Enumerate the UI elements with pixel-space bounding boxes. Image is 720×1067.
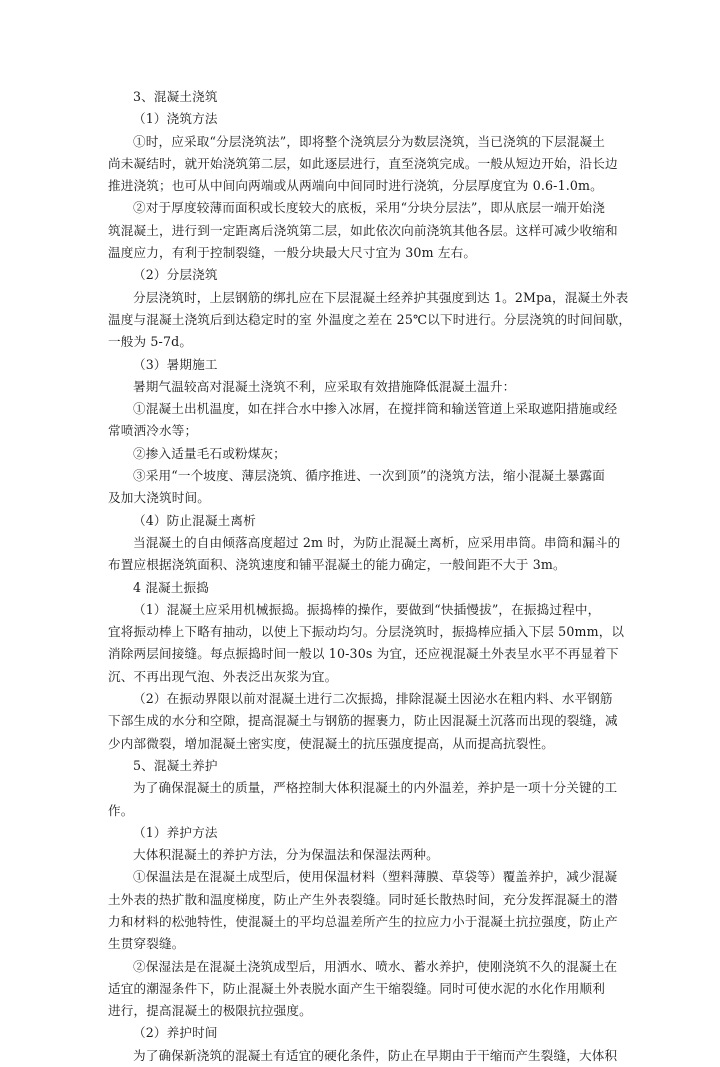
text-line: （3）暑期施工	[133, 356, 218, 372]
text-line: ②对于厚度较薄而面积或长度较大的底板，采用“分块分层法”，即从底层一端开始浇	[133, 200, 605, 216]
text-line: 3、混凝土浇筑	[133, 89, 218, 104]
text-line: ②保湿法是在混凝土浇筑成型后，用洒水、喷水、蓄水养护，使刚浇筑不久的混凝土在	[133, 958, 618, 974]
text-line: 温度应力，有利于控制裂缝，一般分块最大尺寸宜为 30m 左右。	[108, 245, 477, 261]
text-line: 4 混凝土振捣	[133, 579, 210, 595]
text-line: 下部生成的水分和空隙，提高混凝土与钢筋的握裹力，防止因混凝土沉落而出现的裂缝，减	[108, 713, 618, 729]
text-line: 土外表的热扩散和温度梯度，防止产生外表裂缝。同时延长散热时间，充分发挥混凝土的潜	[108, 891, 618, 907]
text-line: 力和材料的松弛特性，使混凝土的平均总温差所产生的拉应力小于混凝土抗拉强度，防止产	[108, 913, 618, 929]
text-line: 大体积混凝土的养护方法，分为保温法和保湿法两种。	[133, 847, 439, 863]
text-line: （2）分层浇筑	[133, 267, 218, 283]
text-line: 沉、不再出现气泡、外表泛出灰浆为宜。	[108, 668, 338, 684]
text-line: 当混凝土的自由倾落高度超过 2m 时，为防止混凝土离析，应采用串筒。串筒和漏斗的	[133, 534, 621, 550]
text-line: 作。	[108, 802, 134, 818]
text-line: 5、混凝土养护	[133, 757, 218, 773]
text-line: 宜将振动棒上下略有抽动，以使上下振动均匀。分层浇筑时，振捣棒应插入下层 50mm，以	[108, 624, 625, 640]
text-line: 推进浇筑；也可从中间向两端或从两端向中间同时进行浇筑，分层厚度宜为 0.6-1.0m。	[108, 178, 603, 194]
text-line: （1）浇筑方法	[133, 111, 218, 127]
text-line: 一般为 5-7d。	[108, 334, 193, 350]
text-line: （1）养护方法	[133, 824, 218, 840]
text-line: 及加大浇筑时间。	[108, 490, 210, 506]
text-line: （2）在振动界限以前对混凝土进行二次振捣，排除混凝土因泌水在粗内料、水平钢筋	[133, 691, 613, 707]
text-line: 暑期气温较高对混凝土浇筑不利，应采取有效措施降低混凝土温升：	[133, 378, 516, 394]
text-line: （2）养护时间	[133, 1025, 218, 1041]
text-line: 常喷洒冷水等；	[108, 423, 198, 439]
text-line: ①时，应采取“分层浇筑法”，即将整个浇筑层分为数层浇筑，当已浇筑的下层混凝土	[133, 133, 605, 149]
text-line: 筑混凝土，进行到一定距离后浇筑第二层，如此依次向前浇筑其他各层。这样可减少收缩和	[108, 222, 618, 238]
document-body	[108, 86, 632, 1067]
text-line: 分层浇筑时，上层钢筋的绑扎应在下层混凝土经养护其强度到达 1。2Mpa，混凝土外表	[133, 289, 629, 305]
text-line: 尚未凝结时，就开始浇筑第二层，如此逐层进行，直至浇筑完成。一般从短边开始，沿长边	[108, 155, 618, 171]
text-line: ③采用“一个坡度、薄层浇筑、循序推进、一次到顶”的浇筑方法，缩小混凝土暴露面	[133, 468, 605, 484]
text-line: 布置应根据浇筑面积、浇筑速度和铺平混凝土的能力确定，一般间距不大于 3m。	[108, 557, 566, 573]
text-line: ①混凝土出机温度，如在拌合水中掺入冰屑，在搅拌筒和输送管道上采取遮阳措施或经	[133, 401, 618, 417]
text-line: 少内部微裂，增加混凝土密实度，使混凝土的抗压强度提高，从而提高抗裂性。	[108, 735, 555, 751]
text-line: 消除两层间接缝。每点振捣时间一般以 10-30s 为宜，还应视混凝土外表呈水平不再显着下	[108, 646, 619, 662]
text-line: 温度与混凝土浇筑后到达稳定时的室 外温度之差在 25℃以下时进行。分层浇筑的时间间歇，	[108, 311, 632, 327]
text-line: ②掺入适量毛石或粉煤灰；	[133, 445, 286, 461]
text-line: 为了确保新浇筑的混凝土有适宜的硬化条件，防止在早期由于干缩而产生裂缝，大体积	[133, 1047, 618, 1063]
text-line: 适宜的潮湿条件下，防止混凝土外表脱水面产生干缩裂缝。同时可使水泥的水化作用顺利	[108, 980, 606, 996]
text-line: 进行，提高混凝土的极限抗拉强度。	[108, 1003, 312, 1019]
text-line: 生贯穿裂缝。	[108, 936, 185, 952]
text-line: （4）防止混凝土离析	[133, 512, 256, 528]
text-line: 为了确保混凝土的质量，严格控制大体积混凝土的内外温差，养护是一项十分关键的工	[133, 780, 618, 796]
text-line: ①保温法是在混凝土成型后，使用保温材料（塑料薄膜、草袋等）覆盖养护，减少混凝	[133, 869, 618, 885]
text-line: （1）混凝土应采用机械振捣。振捣棒的操作，要做到“快插慢拔”，在振捣过程中，	[133, 601, 601, 617]
